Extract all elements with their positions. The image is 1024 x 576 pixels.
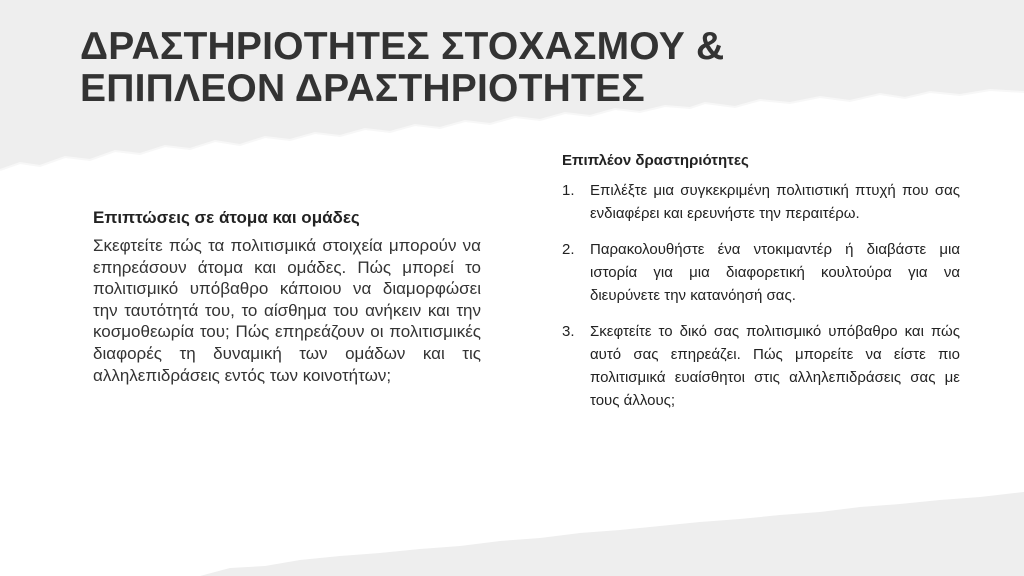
list-item-text: Σκεφτείτε το δικό σας πολιτισμικό υπόβαθρο και πώς αυτό σας επηρεάζει. Πώς μπορείτε να είστε πιο πολιτισμικά ευαίσθητοι στις αλληλεπιδράσεις σας με τους άλλους; [590,323,960,409]
extra-activities-section [562,151,960,425]
impacts-section [93,207,481,386]
slide-title-line-2: ΕΠΙΠΛΕΟΝ ΔΡΑΣΤΗΡΙΟΤΗΤΕΣ [80,67,645,110]
list-item-text: Παρακολουθήστε ένα ντοκιμαντέρ ή διαβάστε μια ιστορία για μια διαφορετική κουλτούρα για να διευρύνετε την κατανόησή σας. [590,241,960,304]
impacts-heading: Επιπτώσεις σε άτομα και ομάδες [93,208,360,227]
slide-title-line-1: ΔΡΑΣΤΗΡΙΟΤΗΤΕΣ ΣΤΟΧΑΣΜΟΥ & [80,25,725,68]
list-item [562,238,960,307]
list-item [562,179,960,225]
extra-activities-heading: Επιπλέον δραστηριότητες [562,152,749,169]
impacts-body: Σκεφτείτε πώς τα πολιτισμικά στοιχεία μπορούν να επηρεάσουν άτομα και ομάδες. Πώς μπορεί το πολιτισμικό υπόβαθρο κάποιου να διαμορφώσει την ταυτότητά του, το αίσθημα του ανήκειν και την κοσμοθεωρία του; Πώς επηρεάζουν οι πολιτισμικές διαφορές τη δυναμική των ομάδων και τις αλληλεπιδράσεις εντός των κοινοτήτων; [93,236,481,385]
list-item-number: 2. [562,241,575,258]
list-item [562,320,960,412]
list-item-number: 3. [562,323,575,340]
extra-activities-list [562,179,960,412]
list-item-number: 1. [562,182,575,199]
slide-title [80,26,960,110]
list-item-text: Επιλέξτε μια συγκεκριμένη πολιτιστική πτυχή που σας ενδιαφέρει και ερευνήστε την περαιτέρω. [590,182,960,222]
